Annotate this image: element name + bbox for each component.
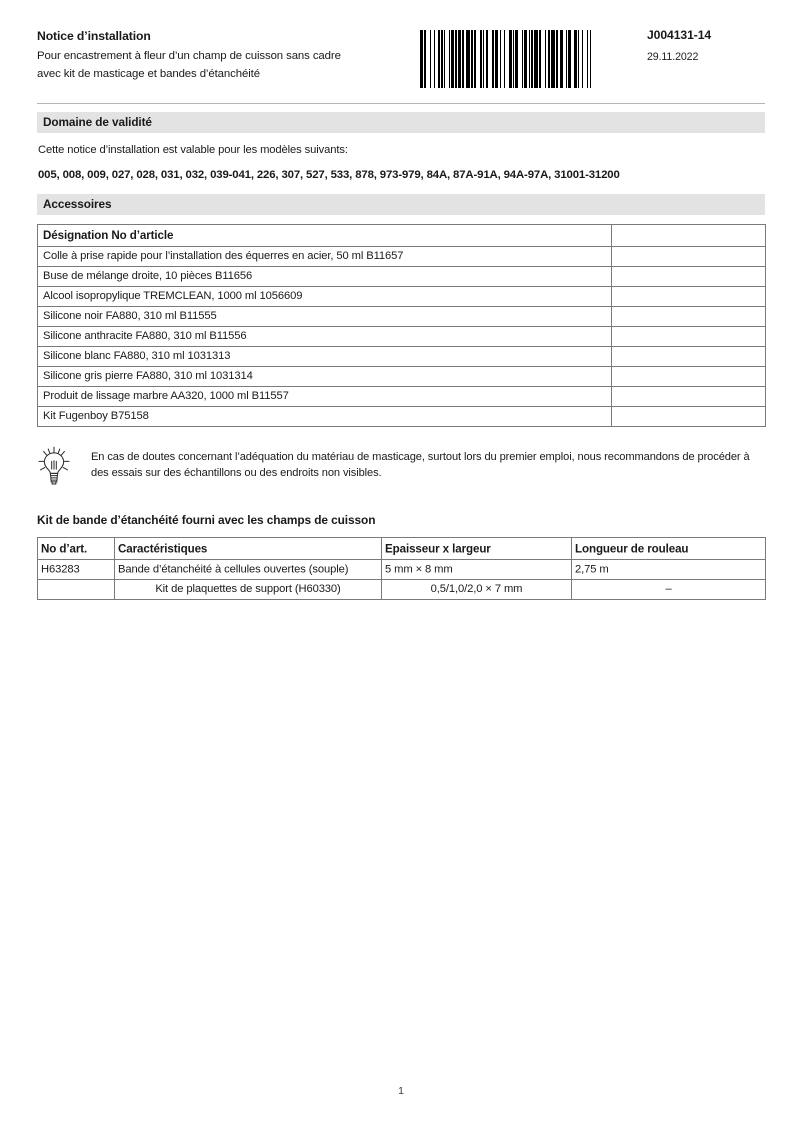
table-row [38, 267, 766, 287]
table-row [38, 387, 766, 407]
page-number: 1 [398, 1086, 404, 1097]
column-header-roll-length-label: Longueur de rouleau [575, 542, 689, 555]
cell-blank [612, 327, 766, 347]
column-header-art-no-label: No d’art. [41, 542, 88, 555]
cell-characteristics-value: Bande d’étanchéité à cellules ouvertes (souple) [118, 563, 349, 575]
validity-intro-text: Cette notice d’installation est valable pour les modèles suivants: [38, 144, 348, 156]
cell-designation: Kit Fugenboy B75158 [38, 407, 612, 427]
code128-barcode [420, 30, 592, 88]
document-meta [647, 28, 797, 63]
table-row [38, 327, 766, 347]
cell-designation: Alcool isopropylique TREMCLEAN, 1000 ml 1056609 [38, 287, 612, 307]
subtitle-line-1: Pour encastrement à fleur d’un champ de cuisson sans cadre [37, 50, 341, 62]
validity-models-list: 005, 008, 009, 027, 028, 031, 032, 039-041, 226, 307, 527, 533, 878, 973-979, 84A, 87A-91A, 94A-97A, 31001-31200 [38, 169, 620, 181]
cell-art-no [38, 580, 115, 600]
cell-designation: Colle à prise rapide pour l’installation des équerres en acier, 50 ml B11657 [38, 247, 612, 267]
table-row [38, 367, 766, 387]
cell-art-no [38, 560, 115, 580]
document-header [37, 28, 765, 94]
cell-blank [612, 347, 766, 367]
subtitle-line-2: avec kit de masticage et bandes d’étanchéité [37, 67, 260, 80]
document-date: 29.11.2022 [647, 51, 699, 63]
cell-designation: Buse de mélange droite, 10 pièces B11656 [38, 267, 612, 287]
column-header-blank [612, 225, 766, 247]
cell-designation: Silicone gris pierre FA880, 310 ml 1031314 [38, 367, 612, 387]
column-header-thickness-width [382, 538, 572, 560]
table-header-row [38, 538, 766, 560]
column-header-thickness-width-label: Epaisseur x largeur [385, 542, 491, 555]
cell-thickness-width [382, 560, 572, 580]
cell-blank [612, 267, 766, 287]
column-header-designation: Désignation No d’article [38, 225, 612, 247]
cell-roll-length-value: 2,75 m [575, 563, 609, 575]
column-header-characteristics [115, 538, 382, 560]
cell-blank [612, 247, 766, 267]
accessories-table [37, 224, 766, 427]
cell-blank [612, 367, 766, 387]
page-content [37, 0, 765, 600]
cell-blank [612, 287, 766, 307]
cell-roll-length [572, 560, 766, 580]
table-header-row [38, 225, 766, 247]
cell-blank [612, 387, 766, 407]
document-code: J004131-14 [647, 28, 712, 42]
cell-designation: Silicone noir FA880, 310 ml B11555 [38, 307, 612, 327]
cell-extra: – [572, 580, 766, 600]
table-row [38, 287, 766, 307]
column-header-art-no [38, 538, 115, 560]
column-header-roll-length [572, 538, 766, 560]
cell-characteristics: Kit de plaquettes de support (H60330) [115, 580, 382, 600]
cell-designation: Silicone blanc FA880, 310 ml 1031313 [38, 347, 612, 367]
cell-characteristics [115, 560, 382, 580]
page-title: Notice d’installation [37, 29, 151, 43]
tip-note [37, 446, 765, 490]
header-divider [37, 103, 765, 104]
cell-thickness-width: 0,5/1,0/2,0 × 7 mm [382, 580, 572, 600]
cell-designation: Produit de lissage marbre AA320, 1000 ml B11557 [38, 387, 612, 407]
tip-note-text: En cas de doutes concernant l’adéquation du matériau de masticage, surtout lors du premier emploi, nous recommandons de procéder à des essais sur des échantillons ou des endroits non visibles. [91, 451, 750, 479]
cell-blank [612, 407, 766, 427]
barcode [420, 30, 592, 88]
section-header-accessories: Accessoires [37, 194, 765, 215]
table-row [38, 307, 766, 327]
cell-thickness-width-value: 5 mm × 8 mm [385, 563, 453, 575]
title-block [37, 28, 417, 83]
cell-blank [612, 307, 766, 327]
strip-kit-heading: Kit de bande d’étanchéité fourni avec les champs de cuisson [37, 513, 376, 527]
strip-kit-table [37, 537, 766, 600]
barcode-bar [591, 30, 592, 88]
cell-designation: Silicone anthracite FA880, 310 ml B11556 [38, 327, 612, 347]
accessories-table-body [38, 247, 766, 427]
table-row [38, 407, 766, 427]
table-row [38, 580, 766, 600]
table-row [38, 560, 766, 580]
table-row [38, 347, 766, 367]
lightbulb-icon [37, 446, 71, 486]
table-row [38, 247, 766, 267]
cell-art-no-value: H63283 [41, 563, 80, 575]
column-header-characteristics-label: Caractéristiques [118, 542, 208, 555]
section-header-validity: Domaine de validité [37, 112, 765, 133]
